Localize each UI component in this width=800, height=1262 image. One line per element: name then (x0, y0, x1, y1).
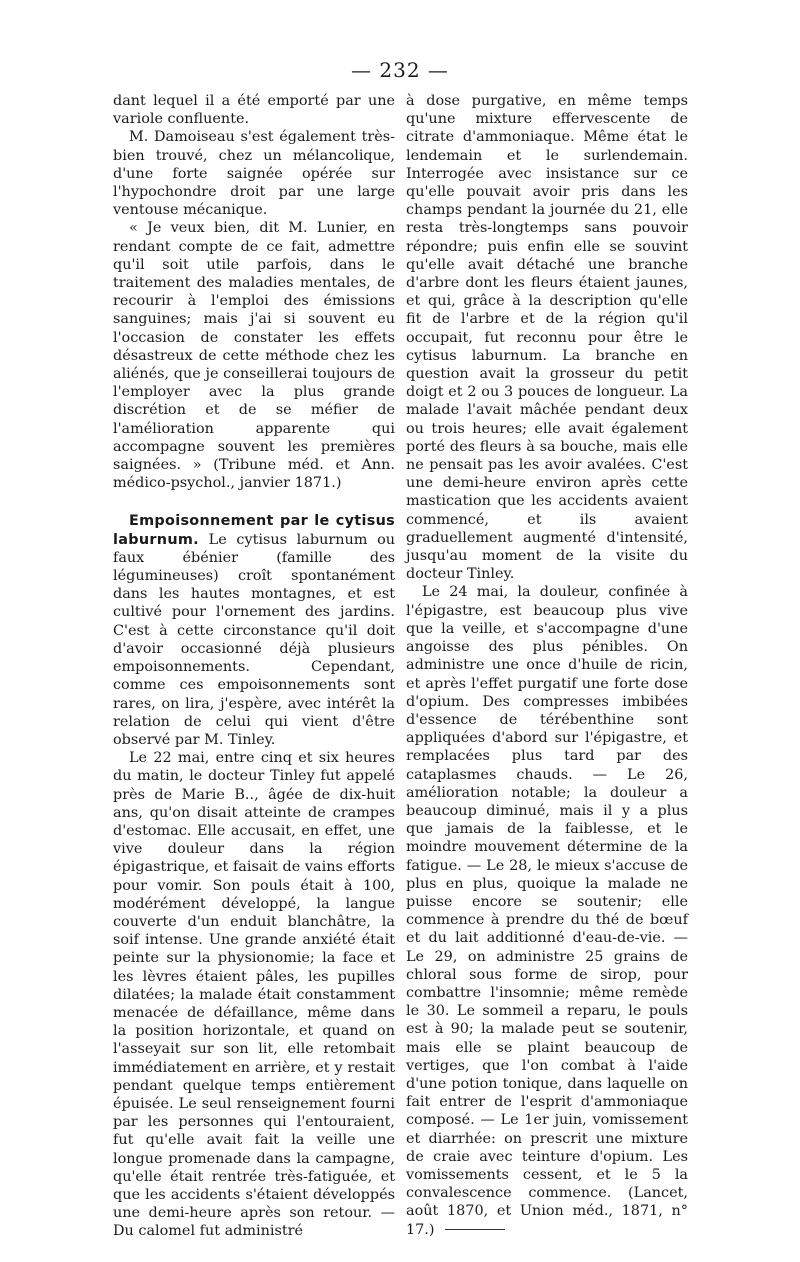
left-paragraph-4-text: Le cytisus laburnum ou faux ébénier (famille des légumineuses) croît spontanément dans les hautes montagnes, et est cultivé pour l'ornement des jardins. C'est à cette circonstance qu'il doit d'avoir occasionné déjà plusieurs empoisonnements. Cependant, comme ces empoisonnements sont rares, on lira, j'espère, avec intérêt la relation de celui qui vient d'être observé par M. Tinley. (113, 531, 395, 748)
left-paragraph-4 (113, 512, 395, 749)
end-rule (445, 1229, 505, 1230)
right-paragraph-2-text: Le 24 mai, la douleur, confinée à l'épigastre, est beaucoup plus vive que la veille, et s'accompagne d'une angoisse des plus pénibles. On administre une once d'huile de ricin, et après l'effet purgatif une forte dose d'opium. Des compresses imbibées d'essence de térébenthine sont appliquées d'abord sur l'épigastre, et remplacées plus tard par des cataplasmes chauds. — Le 26, amélioration notable; la douleur a beaucoup diminué, mais il y a plus que jamais de la faiblesse, et le moindre mouvement détermine de la fatigue. — Le 28, le mieux s'accuse de plus en plus, quoique la malade ne puisse encore se soutenir; elle commence à prendre du thé de bœuf et du lait additionné d'eau-de-vie. — Le 29, on administre 25 grains de chloral sous forme de sirop, pour combattre l'insomnie; même remède le 30. Le sommeil a reparu, le pouls est à 90; la malade peut se soutenir, mais elle se plaint beaucoup de vertiges, que l'on combat à l'aide d'une potion tonique, dans laquelle on fait entrer de l'esprit d'ammoniaque composé. — Le 1er juin, vomissement et diarrhée: on prescrit une mixture de craie avec teinture d'opium. Les vomissements cessent, et le 5 la convalescence commence. (Lancet, août 1870, et Union méd., 1871, n° 17.) (406, 584, 688, 1238)
left-column (113, 92, 395, 1241)
section-heading: Empoisonnement par le cytisus laburnum. (113, 513, 395, 548)
right-paragraph-1: à dose purgative, en même temps qu'une mixture effervescente de citrate d'ammoniaque. Même état le lendemain et le surlendemain. Interrogée avec insistance sur ce qu'elle pouvait avoir pris dans les champs pendant la journée du 21, elle resta très-longtemps sans pouvoir répondre; puis enfin elle se souvint qu'elle avait détaché une branche d'arbre dont les fleurs étaient jaunes, et qui, grâce à la description qu'elle fit de l'arbre et de la région qu'il occupait, fut reconnu pour être le cytisus laburnum. La branche en question avait la grosseur du petit doigt et 2 ou 3 pouces de longueur. La malade l'avait mâchée pendant deux ou trois heures; elle avait également porté des fleurs à sa bouche, mais elle ne pensait pas les avoir avalées. C'est une demi-heure environ après cette mastication que les accidents avaient commencé, et ils avaient graduellement augmenté d'intensité, jusqu'au moment de la visite du docteur Tinley. (406, 93, 688, 583)
right-paragraph-2 (406, 583, 688, 1238)
left-paragraph-1: dant lequel il a été emporté par une variole confluente. (113, 93, 395, 128)
page-number: — 232 — (351, 58, 449, 82)
left-paragraph-5: Le 22 mai, entre cinq et six heures du matin, le docteur Tinley fut appelé près de Marie B.., âgée de dix-huit ans, qu'on disait atteinte de crampes d'estomac. Elle accusait, en effet, une vive douleur dans la région épigastrique, et faisait de vains efforts pour vomir. Son pouls était à 100, modérément développé, la langue couverte d'un enduit blanchâtre, la soif intense. Une grande anxiété était peinte sur la physionomie; la face et les lèvres étaient pâles, les pupilles dilatées; la malade était constamment menacée de défaillance, même dans la position horizontale, et quand on l'asseyait sur son lit, elle retombait immédiatement en arrière, et y restait pendant quelque temps entièrement épuisée. Le seul renseignement fourni par les personnes qui l'entouraient, fut qu'elle avait fait la veille une longue promenade dans la campagne, qu'elle était rentrée très-fatiguée, et que les accidents s'étaient développés une demi-heure après son retour. — Du calomel fut administré (113, 750, 395, 1240)
left-paragraph-2: M. Damoiseau s'est également très-bien trouvé, chez un mélancolique, d'une forte saignée opérée sur l'hypochondre droit par une large ventouse mécanique. (113, 129, 395, 219)
right-column (406, 92, 688, 1239)
left-paragraph-3: « Je veux bien, dit M. Lunier, en rendant compte de ce fait, admettre qu'il soit utile parfois, dans le traitement des maladies mentales, de recourir à l'emploi des émissions sanguines; mais j'ai si souvent eu l'occasion de constater les effets désastreux de cette méthode chez les aliénés, que je conseillerai toujours de l'employer avec la plus grande discrétion et de se méfier de l'amélioration apparente qui accompagne souvent les premières saignées. » (Tribune méd. et Ann. médico-psychol., janvier 1871.) (113, 220, 395, 492)
